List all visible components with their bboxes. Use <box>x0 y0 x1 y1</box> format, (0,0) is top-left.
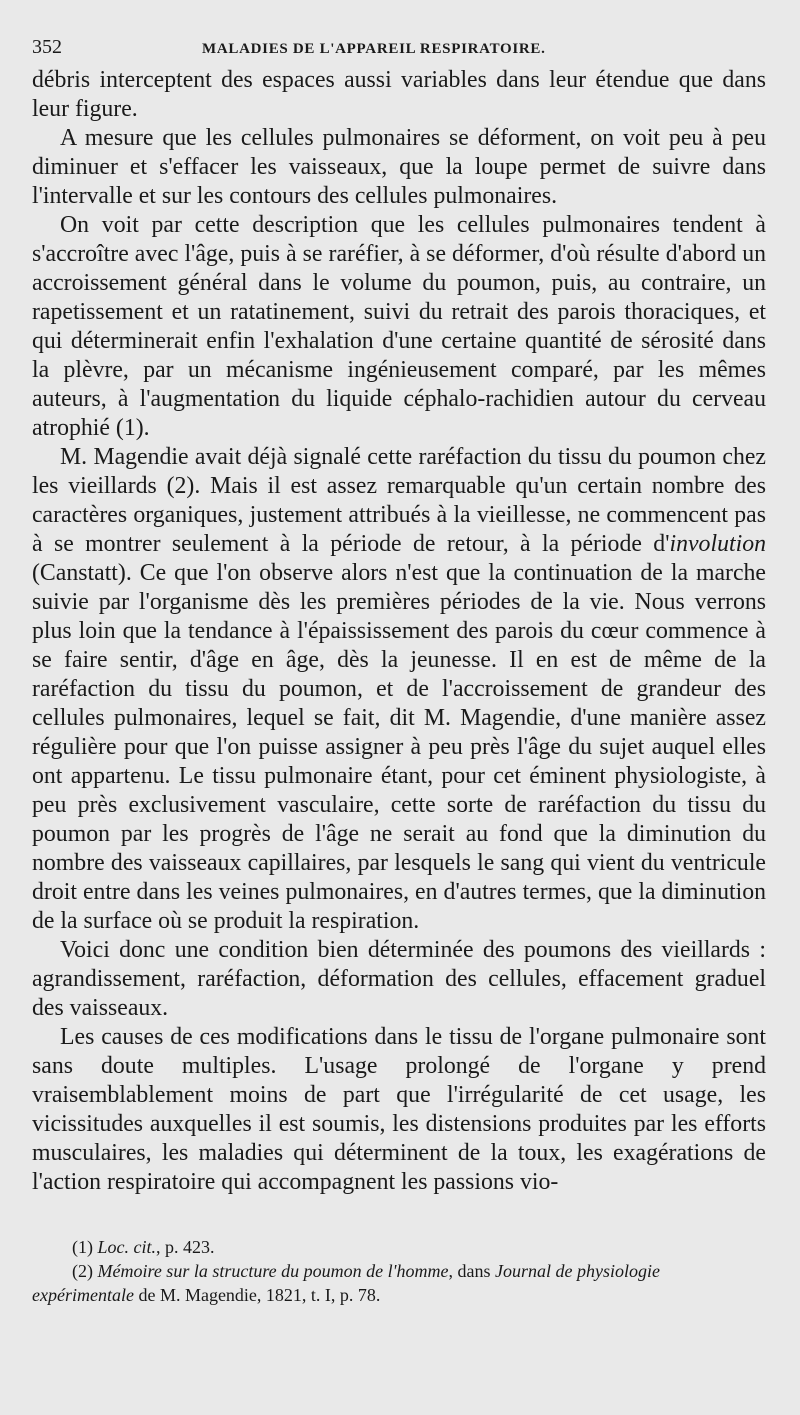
footnote-2-mid: , dans <box>448 1261 495 1281</box>
footnote-1-italic: Loc. cit. <box>97 1237 156 1257</box>
paragraph-4-italic: involution <box>669 531 766 557</box>
footnote-2-text: de M. Magendie, 1821, t. I, p. 78. <box>133 1285 381 1305</box>
paragraph-3: On voit par cette description que les cellules pulmonaires tendent à s'accroître avec l'âge, puis à se raréfier, à se déformer, d'où résulte d'abord un accroissement général dans le volume du poumon, puis, au contraire, un rapetissement et un ratatinement, suivi du retrait des parois thoraciques, et qui déterminerait enfin l'exhalation d'une certaine quantité de sérosité dans la plèvre, par un mécanisme ingénieusement comparé, par les mêmes auteurs, à l'augmentation du liquide céphalo-rachidien autour du cerveau atrophié (1). <box>32 212 766 441</box>
paragraph-1: débris interceptent des espaces aussi variables dans leur étendue que dans leur figure. <box>32 67 766 122</box>
running-title: MALADIES DE L'APPAREIL RESPIRATOIRE. <box>202 41 546 57</box>
paragraph-2: A mesure que les cellules pulmonaires se déforment, on voit peu à peu diminuer et s'effacer les vaisseaux, que la loupe permet de suivre dans l'intervalle et sur les contours des cellules pulmonaires. <box>32 125 766 209</box>
paragraph-4 <box>32 443 766 936</box>
footnote-2 <box>32 1259 766 1307</box>
page-header <box>32 36 766 66</box>
footnote-2-title: Mémoire sur la structure du poumon de l'homme <box>97 1261 449 1281</box>
footnote-2-journal: Journal de physiologie expérimentale <box>32 1261 660 1305</box>
footnote-1 <box>32 1235 766 1259</box>
body-text <box>32 66 766 1197</box>
footnotes <box>32 1235 766 1307</box>
paragraph-5: Voici donc une condition bien déterminée des poumons des vieillards : agrandissement, raréfaction, déformation des cellules, effacement graduel des vaisseaux. <box>32 937 766 1021</box>
footnote-2-marker: (2) <box>72 1261 93 1281</box>
paragraph-4-text-a: M. Magendie avait déjà signalé cette raréfaction du tissu du poumon chez les vieillards (2). Mais il est assez remarquable qu'un certain nombre des caractères organiques, justement attribués à la vieillesse, ne commencent pas à se montrer seulement à la période de retour, à la période d' <box>32 444 766 557</box>
paragraph-4-text-b: (Canstatt). Ce que l'on observe alors n'est que la continuation de la marche suivie par l'organisme dès les premières périodes de la vie. Nous verrons plus loin que la tendance à l'épaississement des parois du cœur commence à se faire sentir, d'âge en âge, dès la jeunesse. Il en est de même de la raréfaction du tissu du poumon, et de l'accroissement de grandeur des cellules pulmonaires, lequel se fait, dit M. Magendie, d'une manière assez régulière pour que l'on puisse assigner à peu près l'âge du sujet auquel elles ont appartenu. Le tissu pulmonaire étant, pour cet éminent physiologiste, à peu près exclusivement vasculaire, cette sorte de raréfaction du tissu du poumon par les progrès de l'âge ne serait au fond que la diminution du nombre des vaisseaux capillaires, par lesquels le sang qui vient du ventricule droit entre dans les veines pulmonaires, en d'autres termes, que la diminution de la surface où se produit la respiration. <box>32 560 766 934</box>
footnote-1-marker: (1) <box>72 1237 93 1257</box>
paragraph-6: Les causes de ces modifications dans le tissu de l'organe pulmonaire sont sans doute multiples. L'usage prolongé de l'organe y prend vraisemblablement moins de part que l'irrégularité de cet usage, les vicissitudes auxquelles il est soumis, les distensions produites par les efforts musculaires, les maladies qui déterminent de la toux, les exagérations de l'action respiratoire qui accompagnent les passions vio- <box>32 1024 766 1195</box>
page-number: 352 <box>32 36 62 58</box>
footnote-1-text: , p. 423. <box>156 1237 215 1257</box>
